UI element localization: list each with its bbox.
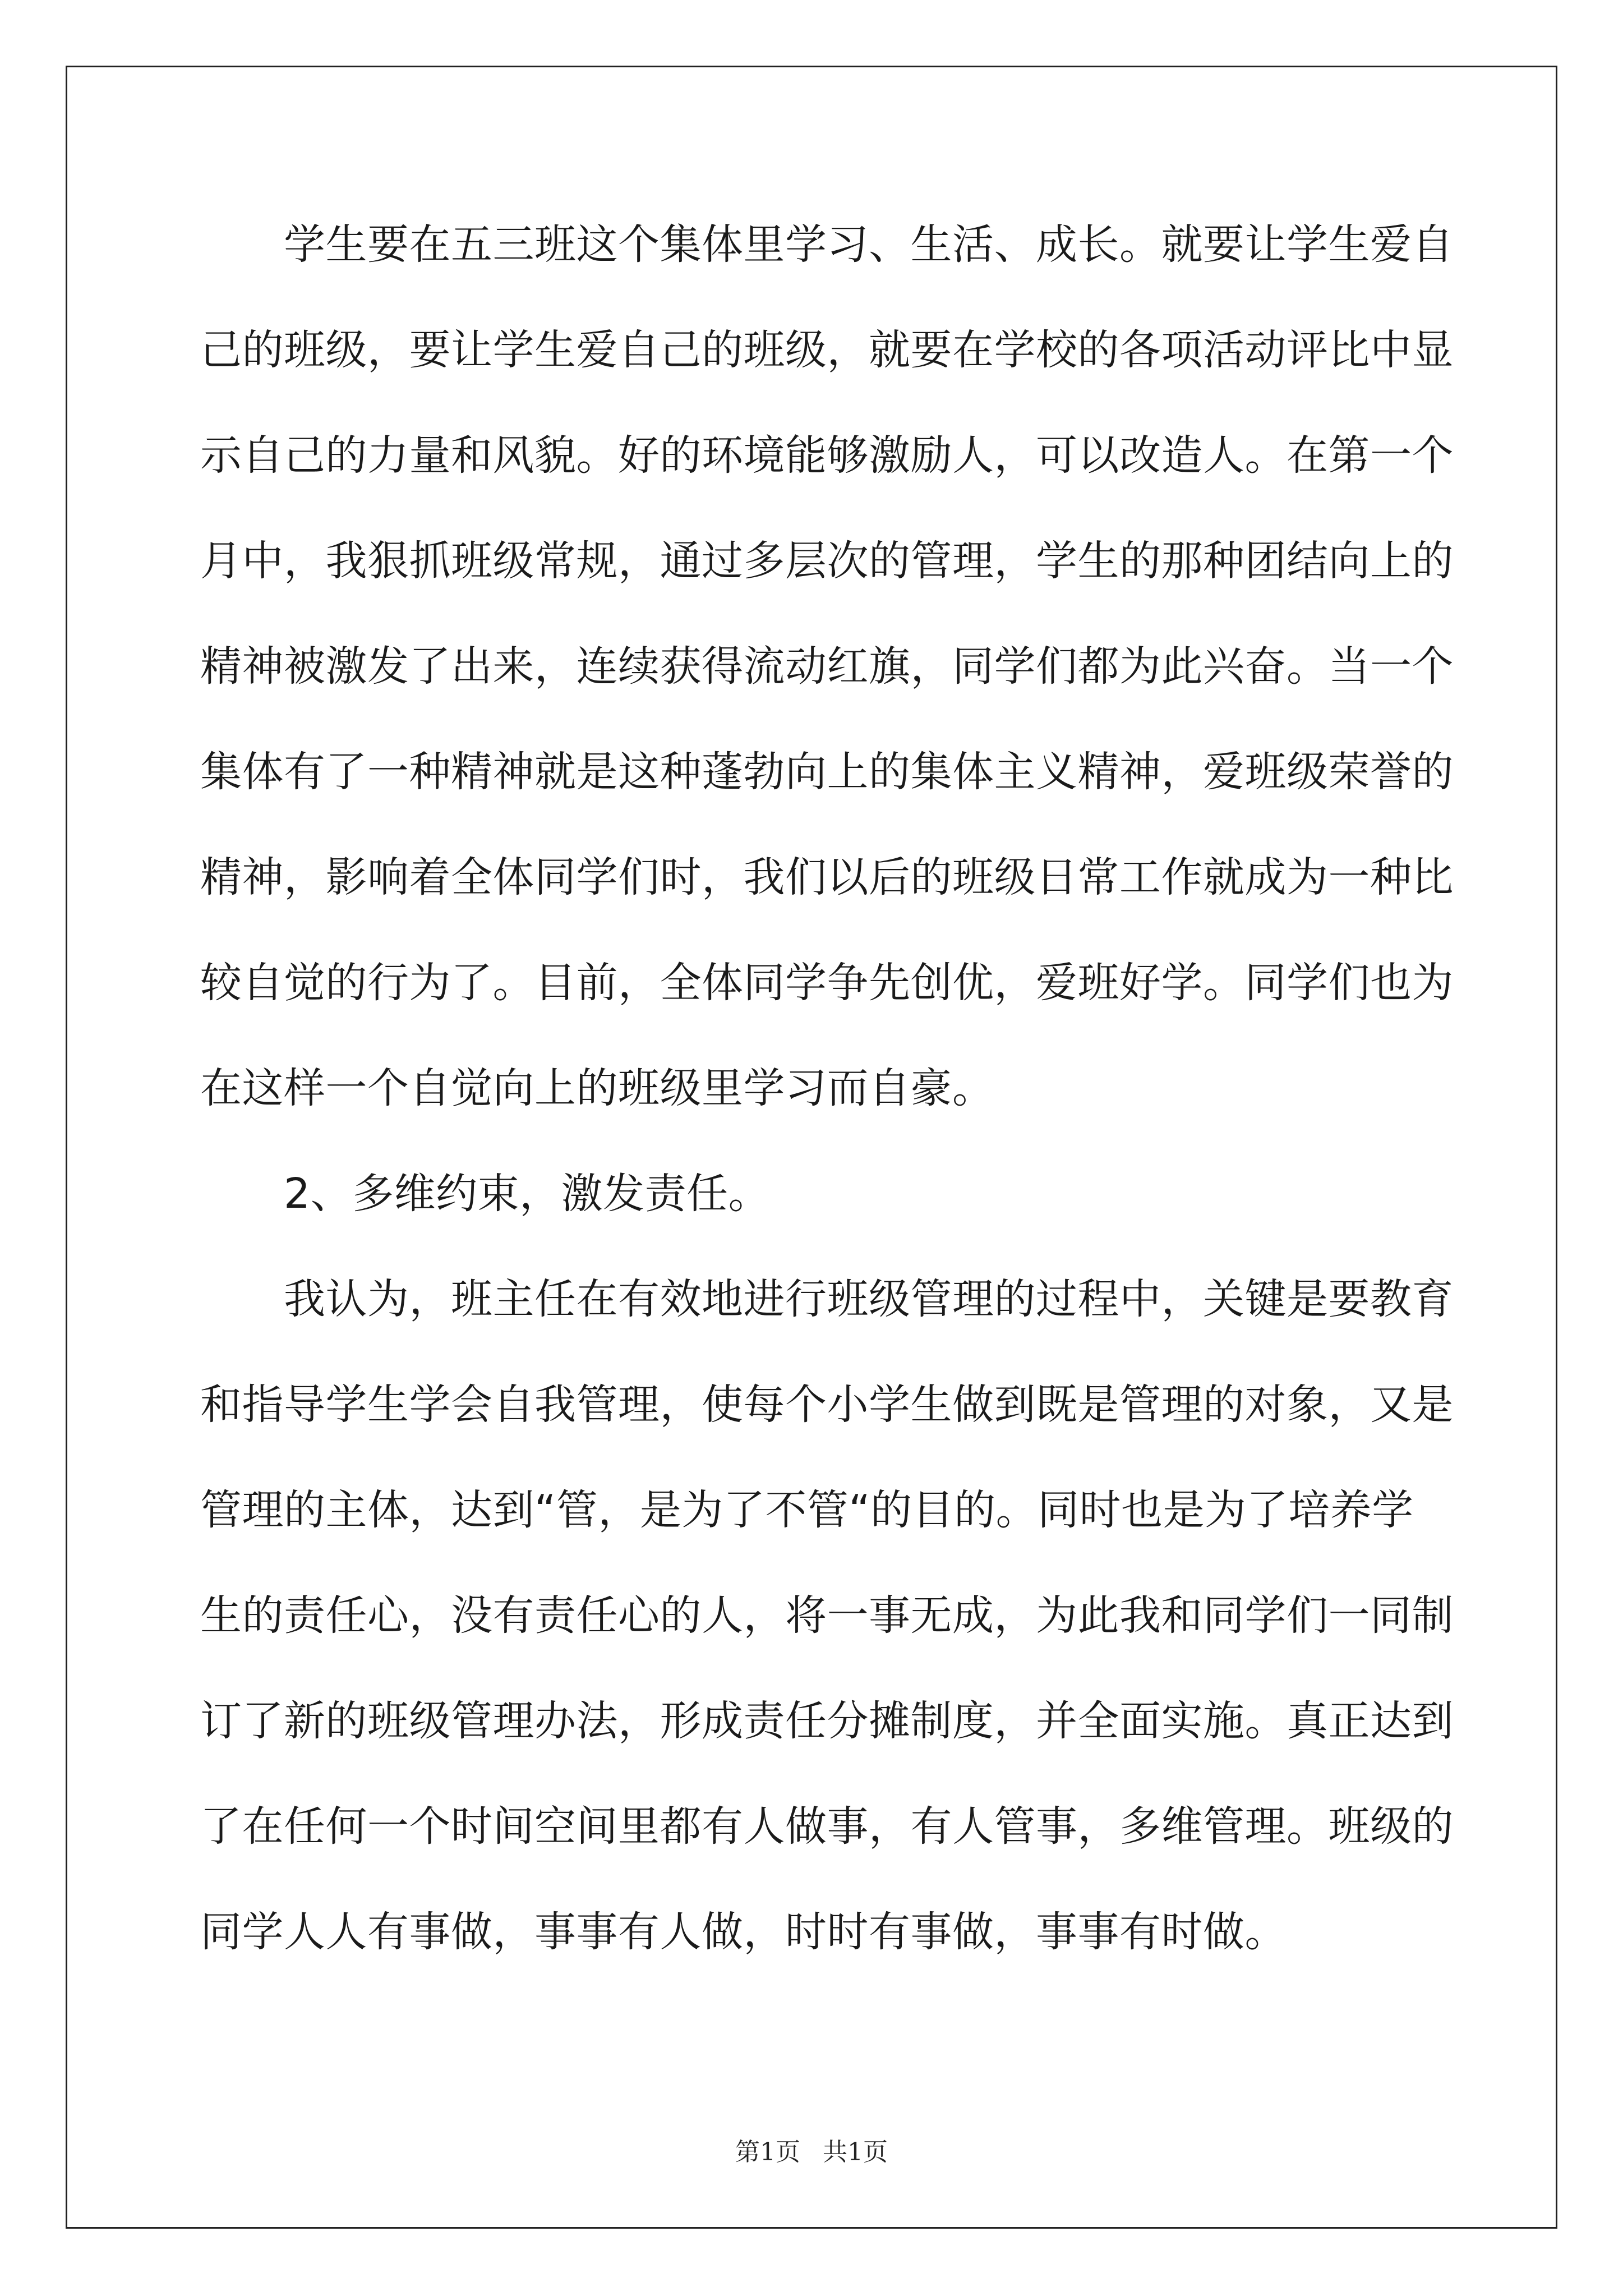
page-number: 第1页: [735, 2138, 800, 2166]
text-line: 较自觉的行为了。目前，全体同学争先创优，爱班好学。同学们也为: [200, 959, 1454, 1007]
text-line: 示自己的力量和风貌。好的环境能够激励人，可以改造人。在第一个: [200, 431, 1454, 480]
text-line: 学生要在五三班这个集体里学习、生活、成长。就要让学生爱自: [200, 220, 1454, 269]
text-line: 己的班级，要让学生爱自己的班级，就要在学校的各项活动评比中显: [200, 326, 1454, 374]
text-line: 同学人人有事做，事事有人做，时时有事做，事事有时做。: [200, 1908, 1287, 1956]
text-line: 订了新的班级管理办法，形成责任分摊制度，并全面实施。真正达到: [200, 1697, 1454, 1745]
page-count: 共1页: [823, 2138, 888, 2166]
text-line: 管理的主体，达到“管，是为了不管“的目的。同时也是为了培养学: [200, 1486, 1414, 1534]
text-line: 集体有了一种精神就是这种蓬勃向上的集体主义精神，爱班级荣誉的: [200, 748, 1454, 796]
section-heading: 2、多维约束，激发责任。: [200, 1170, 771, 1218]
text-line: 和指导学生学会自我管理，使每个小学生做到既是管理的对象，又是: [200, 1381, 1454, 1429]
text-line: 月中，我狠抓班级常规，通过多层次的管理，学生的那种团结向上的: [200, 537, 1454, 585]
document-body: [200, 192, 1454, 1985]
text-line: 生的责任心，没有责任心的人，将一事无成，为此我和同学们一同制: [200, 1591, 1454, 1640]
text-line: 我认为，班主任在有效地进行班级管理的过程中，关键是要教育: [200, 1275, 1454, 1323]
text-line: 精神被激发了出来，连续获得流动红旗，同学们都为此兴奋。当一个: [200, 642, 1454, 691]
text-line: 了在任何一个时间空间里都有人做事，有人管事，多维管理。班级的: [200, 1802, 1454, 1851]
text-line: 在这样一个自觉向上的班级里学习而自豪。: [200, 1064, 994, 1112]
text-line: 精神，影响着全体同学们时，我们以后的班级日常工作就成为一种比: [200, 853, 1454, 901]
page-footer: [0, 2132, 1623, 2168]
